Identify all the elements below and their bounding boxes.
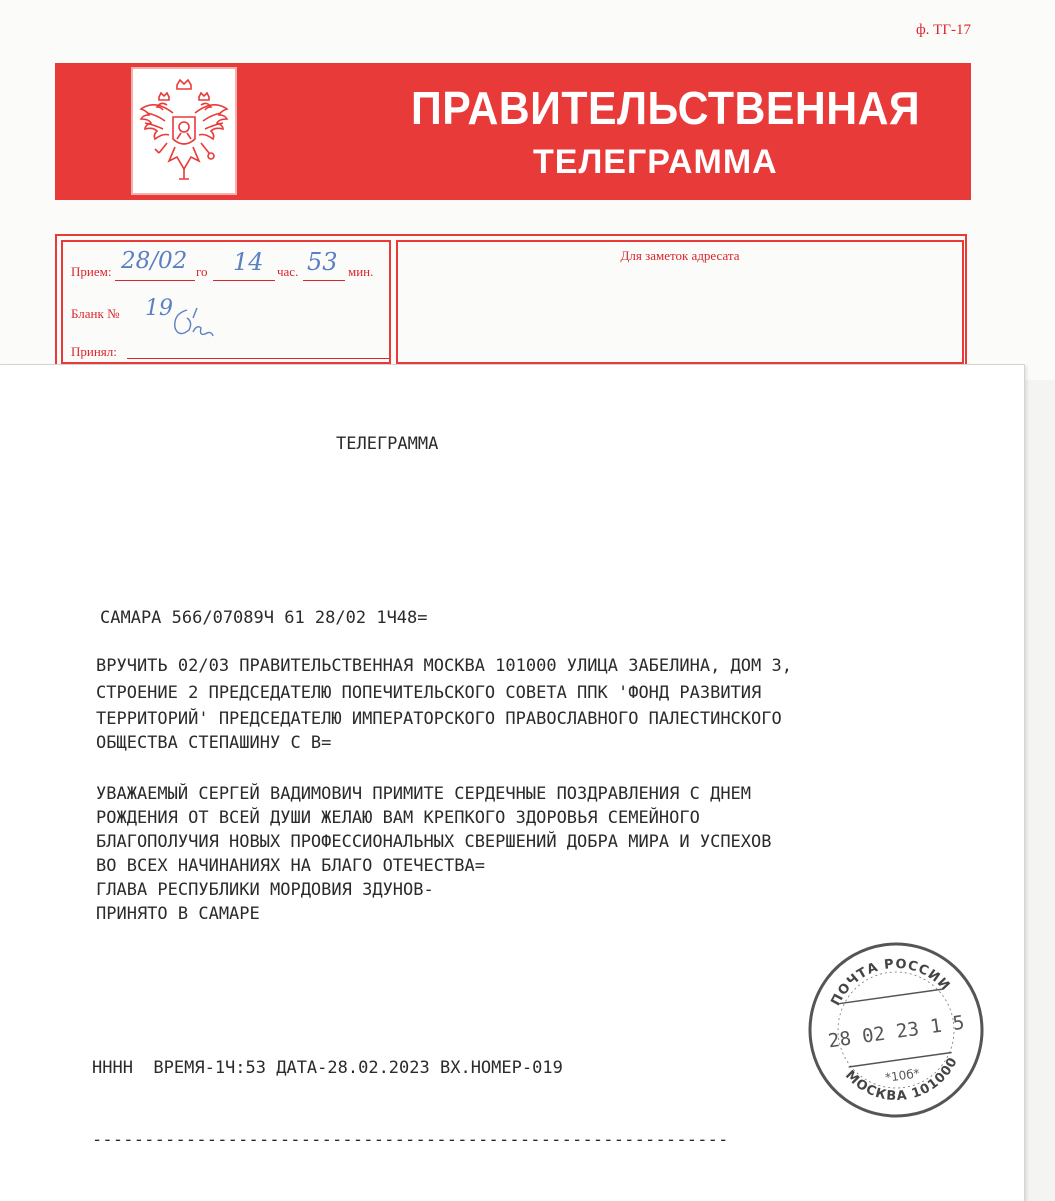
hours-underline xyxy=(213,280,275,281)
stamp-date: 28 02 23 1 5 xyxy=(826,1011,966,1053)
body-line: РОЖДЕНИЯ ОТ ВСЕЙ ДУШИ ЖЕЛАЮ ВАМ КРЕПКОГО ЗДОРОВЬЯ СЕМЕЙНОГО xyxy=(96,808,700,828)
emblem-frame xyxy=(131,67,237,195)
date-underline xyxy=(115,280,195,281)
received-date-handwritten: 28/02 xyxy=(121,248,188,274)
reception-box xyxy=(61,240,391,364)
notes-label: Для заметок адресата xyxy=(620,248,740,263)
received-label: Прием: xyxy=(71,264,112,279)
body-line: УВАЖАЕМЫЙ СЕРГЕЙ ВАДИМОВИЧ ПРИМИТЕ СЕРДЕЧНЫЕ ПОЗДРАВЛЕНИЯ С ДНЕМ xyxy=(96,784,752,804)
accepted-underline xyxy=(127,358,389,359)
address-line: ВРУЧИТЬ 02/03 ПРАВИТЕЛЬСТВЕННАЯ МОСКВА 101000 УЛИЦА ЗАБЕЛИНА, ДОМ 3, xyxy=(96,656,792,676)
minutes-label: час. xyxy=(277,264,299,279)
banner-subtitle: ТЕЛЕГРАММА xyxy=(533,143,778,181)
origin-line: САМАРА 566/07089Ч 61 28/02 1Ч48= xyxy=(100,608,428,628)
postal-stamp xyxy=(804,938,988,1122)
telegram-blank-header xyxy=(0,0,1055,380)
hours-label: го xyxy=(196,264,208,279)
min-suffix: мин. xyxy=(348,264,374,279)
stamp-top-text: ПОЧТА РОССИИ xyxy=(828,956,953,1009)
stamp-index: *10б* xyxy=(884,1066,921,1085)
svg-text:ПОЧТА РОССИИ xyxy=(824,949,955,1010)
address-line: ОБЩЕСТВА СТЕПАШИНУ С В= xyxy=(96,733,332,753)
accepted-label: Принял: xyxy=(71,344,117,359)
received-minutes-handwritten: 53 xyxy=(307,248,338,276)
body-line: ПРИНЯТО В САМАРЕ xyxy=(96,904,260,924)
body-line: ГЛАВА РЕСПУБЛИКИ МОРДОВИЯ ЗДУНОВ- xyxy=(96,880,434,900)
received-hours-handwritten: 14 xyxy=(233,248,264,276)
russian-double-headed-eagle-icon xyxy=(137,77,231,187)
address-line: ТЕРРИТОРИЙ' ПРЕДСЕДАТЕЛЮ ИМПЕРАТОРСКОГО ПРАВОСЛАВНОГО ПАЛЕСТИНСКОГО xyxy=(96,709,782,729)
minutes-underline xyxy=(303,280,345,281)
reception-info-frame xyxy=(55,234,967,366)
body-line: ВО ВСЕХ НАЧИНАНИЯХ НА БЛАГО ОТЕЧЕСТВА= xyxy=(96,856,485,876)
banner-title: ПРАВИТЕЛЬСТВЕННАЯ xyxy=(411,82,921,134)
separator-line: ------------------------------------------------------------- xyxy=(92,1130,729,1150)
telegram-heading: ТЕЛЕГРАММА xyxy=(336,434,439,454)
red-banner xyxy=(55,63,971,200)
body-line: БЛАГОПОЛУЧИЯ НОВЫХ ПРОФЕССИОНАЛЬНЫХ СВЕРШЕНИЙ ДОБРА МИРА И УСПЕХОВ xyxy=(96,832,772,852)
form-code: ф. ТГ-17 xyxy=(915,22,971,38)
stamp-bottom-text: МОСКВА 101000 xyxy=(842,1054,962,1105)
blank-number-label: Бланк № xyxy=(71,306,120,321)
addressee-notes-box xyxy=(396,240,964,364)
address-line: СТРОЕНИЕ 2 ПРЕДСЕДАТЕЛЮ ПОПЕЧИТЕЛЬСКОГО СОВЕТА ППК 'ФОНД РАЗВИТИЯ xyxy=(96,683,762,703)
footer-line: НННН ВРЕМЯ-1Ч:53 ДАТА-28.02.2023 ВХ.НОМЕР-019 xyxy=(92,1058,563,1078)
handwritten-signature xyxy=(167,304,217,344)
blank-number-handwritten: 19 xyxy=(145,296,173,321)
